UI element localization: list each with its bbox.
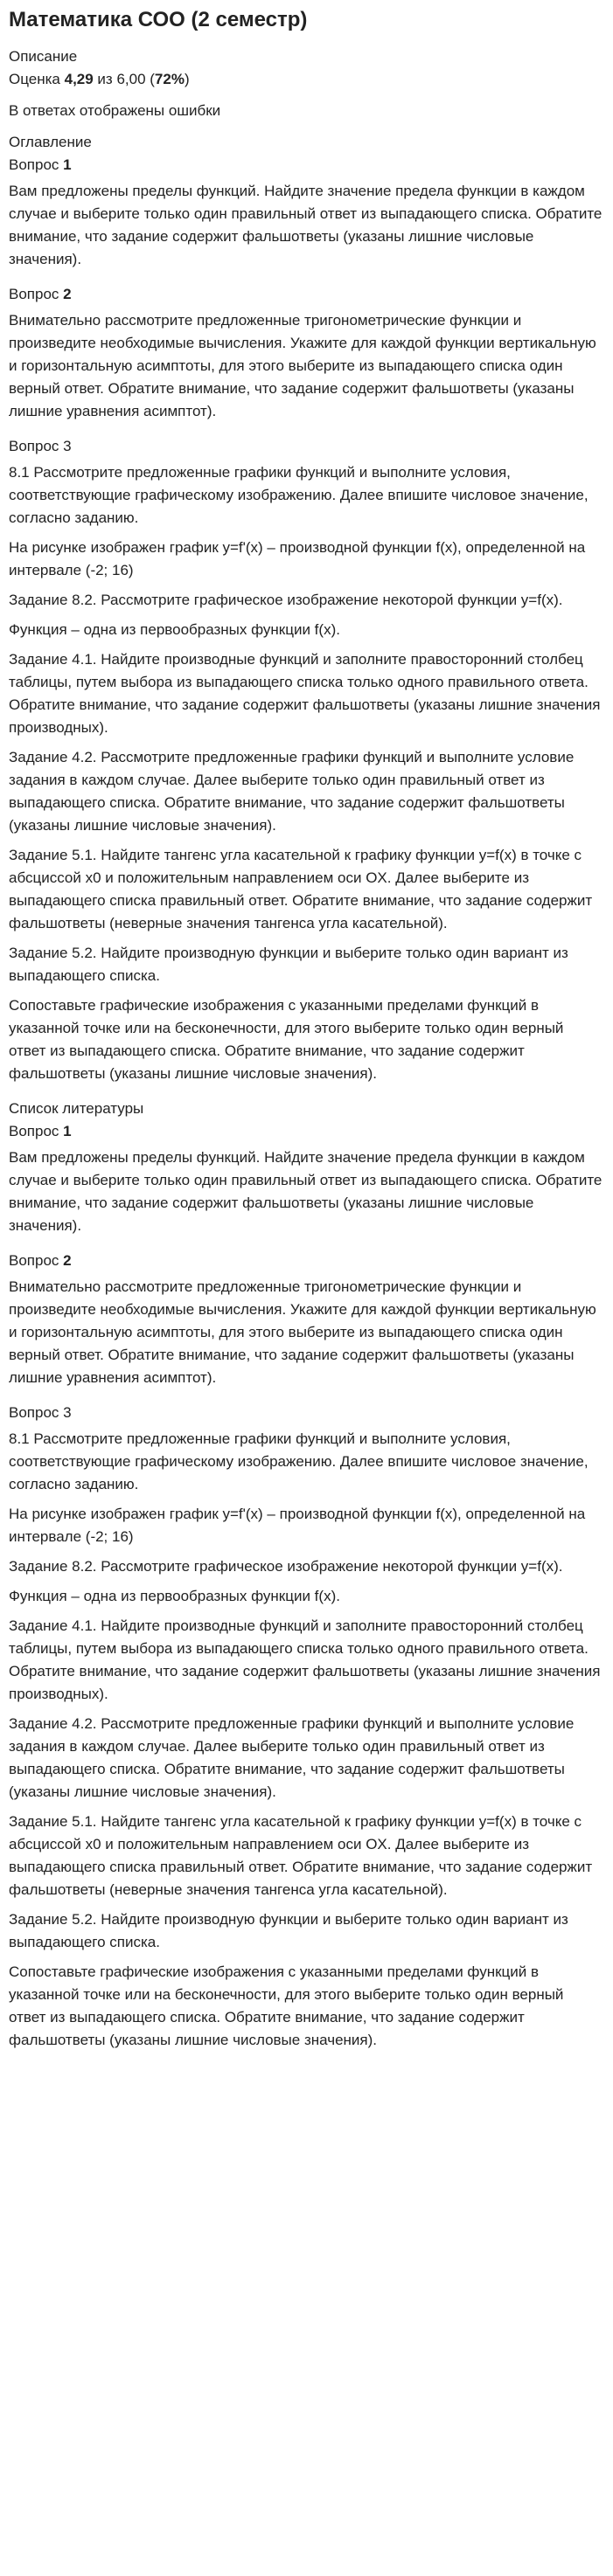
grade-suffix: ) [184, 71, 190, 87]
grade-line [9, 68, 604, 91]
question-number: 1 [63, 1123, 72, 1139]
toc-question-text: 8.1 Рассмотрите предложенные графики функций и выполните условия, соответствующие графическому изображению. Далее впишите числовое значение, согласно заданию. [9, 464, 589, 526]
bib-question-text: Функция – одна из первообразных функции f(x). [9, 1588, 340, 1604]
grade-score: 4,29 [64, 71, 94, 87]
bib-question-heading [9, 1402, 604, 1424]
bib-question-heading [9, 1250, 604, 1272]
question-prefix: Вопрос [9, 1123, 64, 1139]
toc-question-text: Внимательно рассмотрите предложенные тригонометрические функции и произведите необходимые вычисления. Укажите для каждой функции вертикальную и горизонтальную асимптоты, для этого выберите из выпадающего списка один верный ответ. Обратите внимание, что задание содержит фальшответы (указаны лишние уравнения асимптот). [9, 312, 596, 419]
errors-note: В ответах отображены ошибки [9, 102, 221, 119]
toc-question-heading [9, 283, 604, 306]
page-title: Математика СОО (2 семестр) [9, 8, 308, 31]
toc-question-text: Функция – одна из первообразных функции f(x). [9, 621, 340, 638]
question-number: 2 [63, 1252, 72, 1269]
grade-percent: 72% [154, 71, 185, 87]
toc-question-text: Задание 4.1. Найдите производные функций и заполните правосторонний столбец таблицы, путем выбора из выпадающего списка только одного правильного ответа. Обратите внимание, что задание содержит фальшответы (указаны лишние значения производных). [9, 651, 601, 736]
question-prefix: Вопрос [9, 438, 64, 454]
toc-question-text: Задание 5.1. Найдите тангенс угла касательной к графику функции y=f(x) в точке с абсциссой x0 и положительным направлением оси OX. Далее выберите из выпадающего списка правильный ответ. Обратите внимание, что задание содержит фальшответы (неверные значения тангенса угла касательной). [9, 847, 593, 931]
description-label: Описание [9, 48, 78, 65]
bib-question-text: Задание 5.1. Найдите тангенс угла касательной к графику функции y=f(x) в точке с абсциссой x0 и положительным направлением оси OX. Далее выберите из выпадающего списка правильный ответ. Обратите внимание, что задание содержит фальшответы (неверные значения тангенса угла касательной). [9, 1813, 593, 1898]
toc-question-text: Задание 4.2. Рассмотрите предложенные графики функций и выполните условие задания в каждом случае. Далее выберите только один правильный ответ из выпадающего списка. Обратите внимание, что задание содержит фальшответы (указаны лишние числовые значения). [9, 749, 575, 834]
bib-question-heading [9, 1120, 604, 1143]
question-prefix: Вопрос [9, 156, 64, 173]
question-prefix: Вопрос [9, 286, 64, 302]
question-prefix: Вопрос [9, 1404, 64, 1421]
bib-question-text: Задание 5.2. Найдите производную функции и выберите только один вариант из выпадающего списка. [9, 1911, 568, 1950]
bib-question-text: Задание 4.2. Рассмотрите предложенные графики функций и выполните условие задания в каждом случае. Далее выберите только один правильный ответ из выпадающего списка. Обратите внимание, что задание содержит фальшответы (указаны лишние числовые значения). [9, 1715, 575, 1800]
toc-question-text: На рисунке изображен график y=f'(x) – производной функции f(x), определенной на интервале (-2; 16) [9, 539, 586, 578]
bib-question-text: Задание 8.2. Рассмотрите графическое изображение некоторой функции y=f(x). [9, 1558, 563, 1575]
toc-question-text: Сопоставьте графические изображения с указанными пределами функций в указанной точке или на бесконечности, для этого выберите только один верный ответ из выпадающего списка. Обратите внимание, что задание содержит фальшответы (указаны лишние числовые значения). [9, 997, 564, 1082]
toc-question-heading [9, 435, 604, 458]
question-number: 3 [63, 438, 72, 454]
question-number: 3 [63, 1404, 72, 1421]
toc-question-text: Задание 5.2. Найдите производную функции и выберите только один вариант из выпадающего списка. [9, 945, 568, 984]
bib-question-text: Вам предложены пределы функций. Найдите значение предела функции в каждом случае и выберите только один правильный ответ из выпадающего списка. Обратите внимание, что задание содержит фальшответы (указаны лишние числовые значения). [9, 1149, 603, 1234]
question-number: 2 [63, 286, 72, 302]
bibliography-section [9, 1120, 604, 2064]
question-prefix: Вопрос [9, 1252, 64, 1269]
bib-question-text: Задание 4.1. Найдите производные функций и заполните правосторонний столбец таблицы, путем выбора из выпадающего списка только одного правильного ответа. Обратите внимание, что задание содержит фальшответы (указаны лишние значения производных). [9, 1617, 601, 1702]
bib-question-text: На рисунке изображен график y=f'(x) – производной функции f(x), определенной на интервале (-2; 16) [9, 1506, 586, 1545]
grade-prefix: Оценка [9, 71, 65, 87]
toc-question-text: Вам предложены пределы функций. Найдите значение предела функции в каждом случае и выберите только один правильный ответ из выпадающего списка. Обратите внимание, что задание содержит фальшответы (указаны лишние числовые значения). [9, 183, 603, 267]
bibliography-label: Список литературы [9, 1100, 144, 1117]
bib-question-text: 8.1 Рассмотрите предложенные графики функций и выполните условия, соответствующие графическому изображению. Далее впишите числовое значение, согласно заданию. [9, 1430, 589, 1492]
toc-question-heading [9, 154, 604, 177]
bib-question-text: Внимательно рассмотрите предложенные тригонометрические функции и произведите необходимые вычисления. Укажите для каждой функции вертикальную и горизонтальную асимптоты, для этого выберите из выпадающего списка один верный ответ. Обратите внимание, что задание содержит фальшответы (указаны лишние уравнения асимптот). [9, 1278, 596, 1386]
question-number: 1 [63, 156, 72, 173]
grade-middle: из 6,00 ( [93, 71, 155, 87]
toc-label: Оглавление [9, 134, 92, 150]
bib-question-text: Сопоставьте графические изображения с указанными пределами функций в указанной точке или на бесконечности, для этого выберите только один верный ответ из выпадающего списка. Обратите внимание, что задание содержит фальшответы (указаны лишние числовые значения). [9, 1963, 564, 2048]
toc-section [9, 154, 604, 1098]
toc-question-text: Задание 8.2. Рассмотрите графическое изображение некоторой функции y=f(x). [9, 592, 563, 608]
